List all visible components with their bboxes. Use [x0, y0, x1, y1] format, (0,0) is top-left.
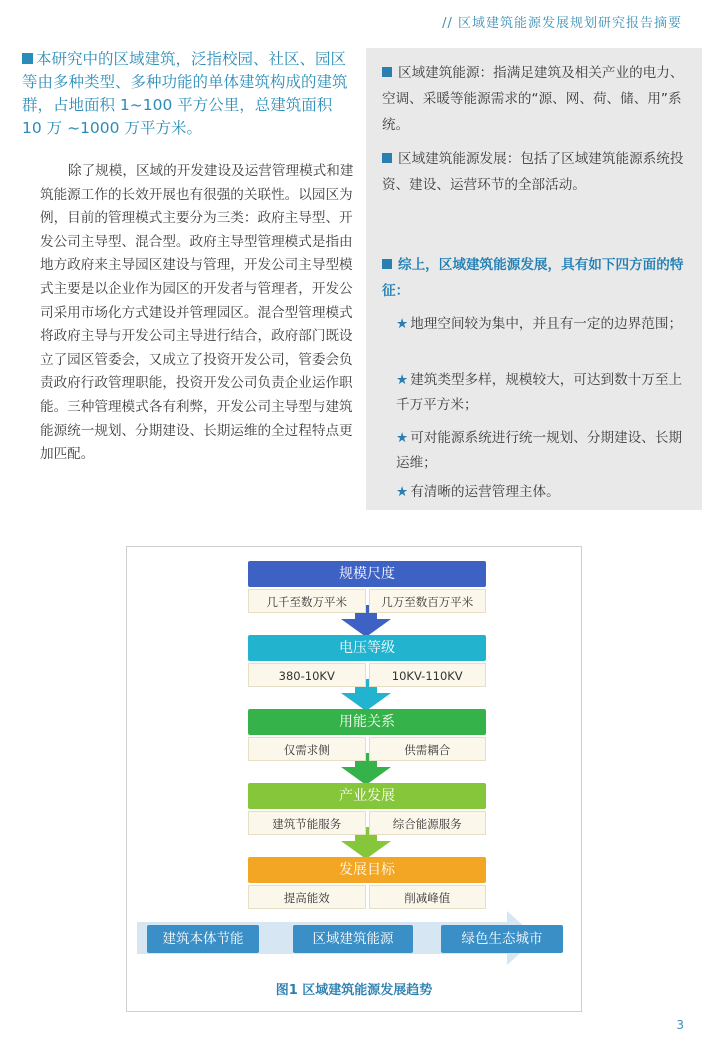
stage-voltage: [248, 635, 486, 687]
definition-1: [382, 60, 692, 138]
stage-left: 提高能效: [248, 885, 366, 909]
stage-title: 规模尺度: [248, 561, 486, 587]
stage-energy-relation: [248, 709, 486, 761]
star-icon: ★: [396, 316, 409, 332]
bullet-square-icon: [22, 53, 33, 64]
stage-title: 用能关系: [248, 709, 486, 735]
stage-left: 几千至数万平米: [248, 589, 366, 613]
summary-text: 综上，区域建筑能源发展，具有如下四方面的特征：: [382, 257, 684, 299]
feature-text: 建筑类型多样，规模较大，可达到数十万至上千万平方米；: [396, 372, 683, 413]
stage-title: 电压等级: [248, 635, 486, 661]
stage-left: 仅需求侧: [248, 737, 366, 761]
trend-step-district: 区域建筑能源: [293, 925, 413, 953]
star-icon: ★: [396, 430, 409, 446]
running-header: // 区域建筑能源发展规划研究报告摘要: [442, 16, 682, 31]
stage-left: 380-10KV: [248, 663, 366, 687]
lead-text: 本研究中的区域建筑，泛指校园、社区、园区等由多种类型、多种功能的单体建筑构成的建筑群，占地面积 1~100 平方公里，总建筑面积 10 万 ~1000 万平方米。: [22, 50, 348, 137]
lead-paragraph: [22, 48, 354, 140]
stage-industry: [248, 783, 486, 835]
stage-right: 削减峰值: [369, 885, 487, 909]
feature-text: 有清晰的运营管理主体。: [410, 484, 560, 500]
stage-left: 建筑节能服务: [248, 811, 366, 835]
stage-right: 综合能源服务: [369, 811, 487, 835]
stage-right: 几万至数百万平米: [369, 589, 487, 613]
bullet-square-icon: [382, 67, 392, 77]
feature-item: [396, 426, 692, 476]
stage-scale: [248, 561, 486, 613]
summary-heading: [382, 252, 692, 304]
stage-right: 供需耦合: [369, 737, 487, 761]
feature-item: [396, 480, 692, 505]
star-icon: ★: [396, 484, 409, 500]
definition-2: [382, 146, 692, 198]
feature-item: [396, 368, 692, 418]
trend-figure: [126, 546, 582, 1012]
stage-title: 发展目标: [248, 857, 486, 883]
feature-text: 地理空间较为集中，并且有一定的边界范围；: [410, 316, 683, 332]
definition-2-text: 区域建筑能源发展：包括了区域建筑能源系统投资、建设、运营环节的全部活动。: [382, 151, 684, 193]
stage-right: 10KV-110KV: [369, 663, 487, 687]
body-paragraph: 除了规模，区域的开发建设及运营管理模式和建筑能源工作的长效开展也有很强的关联性。以园区为例，目前的管理模式主要分为三类：政府主导型、开发公司主导型、混合型。政府主导型管理模式是指由地方政府来主导园区建设与管理，开发公司主导型模式主要是以企业作为园区的开发者与管理者，开发公司采用市场化方式建设并管理园区。混合型管理模式将政府主导与开发公司主导进行结合，政府部门既设立了园区管委会，又成立了投资开发公司，管委会负责政府行政管理职能，投资开发公司负责企业运作职能。三种管理模式各有利弊，开发公司主导型与建筑能源统一规划、分期建设、长期运维的全过程特点更加匹配。: [40, 163, 354, 463]
stage-title: 产业发展: [248, 783, 486, 809]
definition-1-text: 区域建筑能源：指满足建筑及相关产业的电力、空调、采暖等能源需求的“源、网、荷、储、用”系统。: [382, 65, 684, 133]
page-number: 3: [676, 1018, 684, 1032]
feature-text: 可对能源系统进行统一规划、分期建设、长期运维；: [396, 430, 683, 471]
trend-step-building: 建筑本体节能: [147, 925, 259, 953]
feature-item: [396, 312, 692, 337]
bullet-square-icon: [382, 259, 392, 269]
figure-caption: 图1 区域建筑能源发展趋势: [275, 983, 433, 998]
definition-sidebar: [366, 48, 702, 510]
trend-step-eco-city: 绿色生态城市: [441, 925, 563, 953]
stage-goal: [248, 857, 486, 909]
bullet-square-icon: [382, 153, 392, 163]
star-icon: ★: [396, 372, 409, 388]
